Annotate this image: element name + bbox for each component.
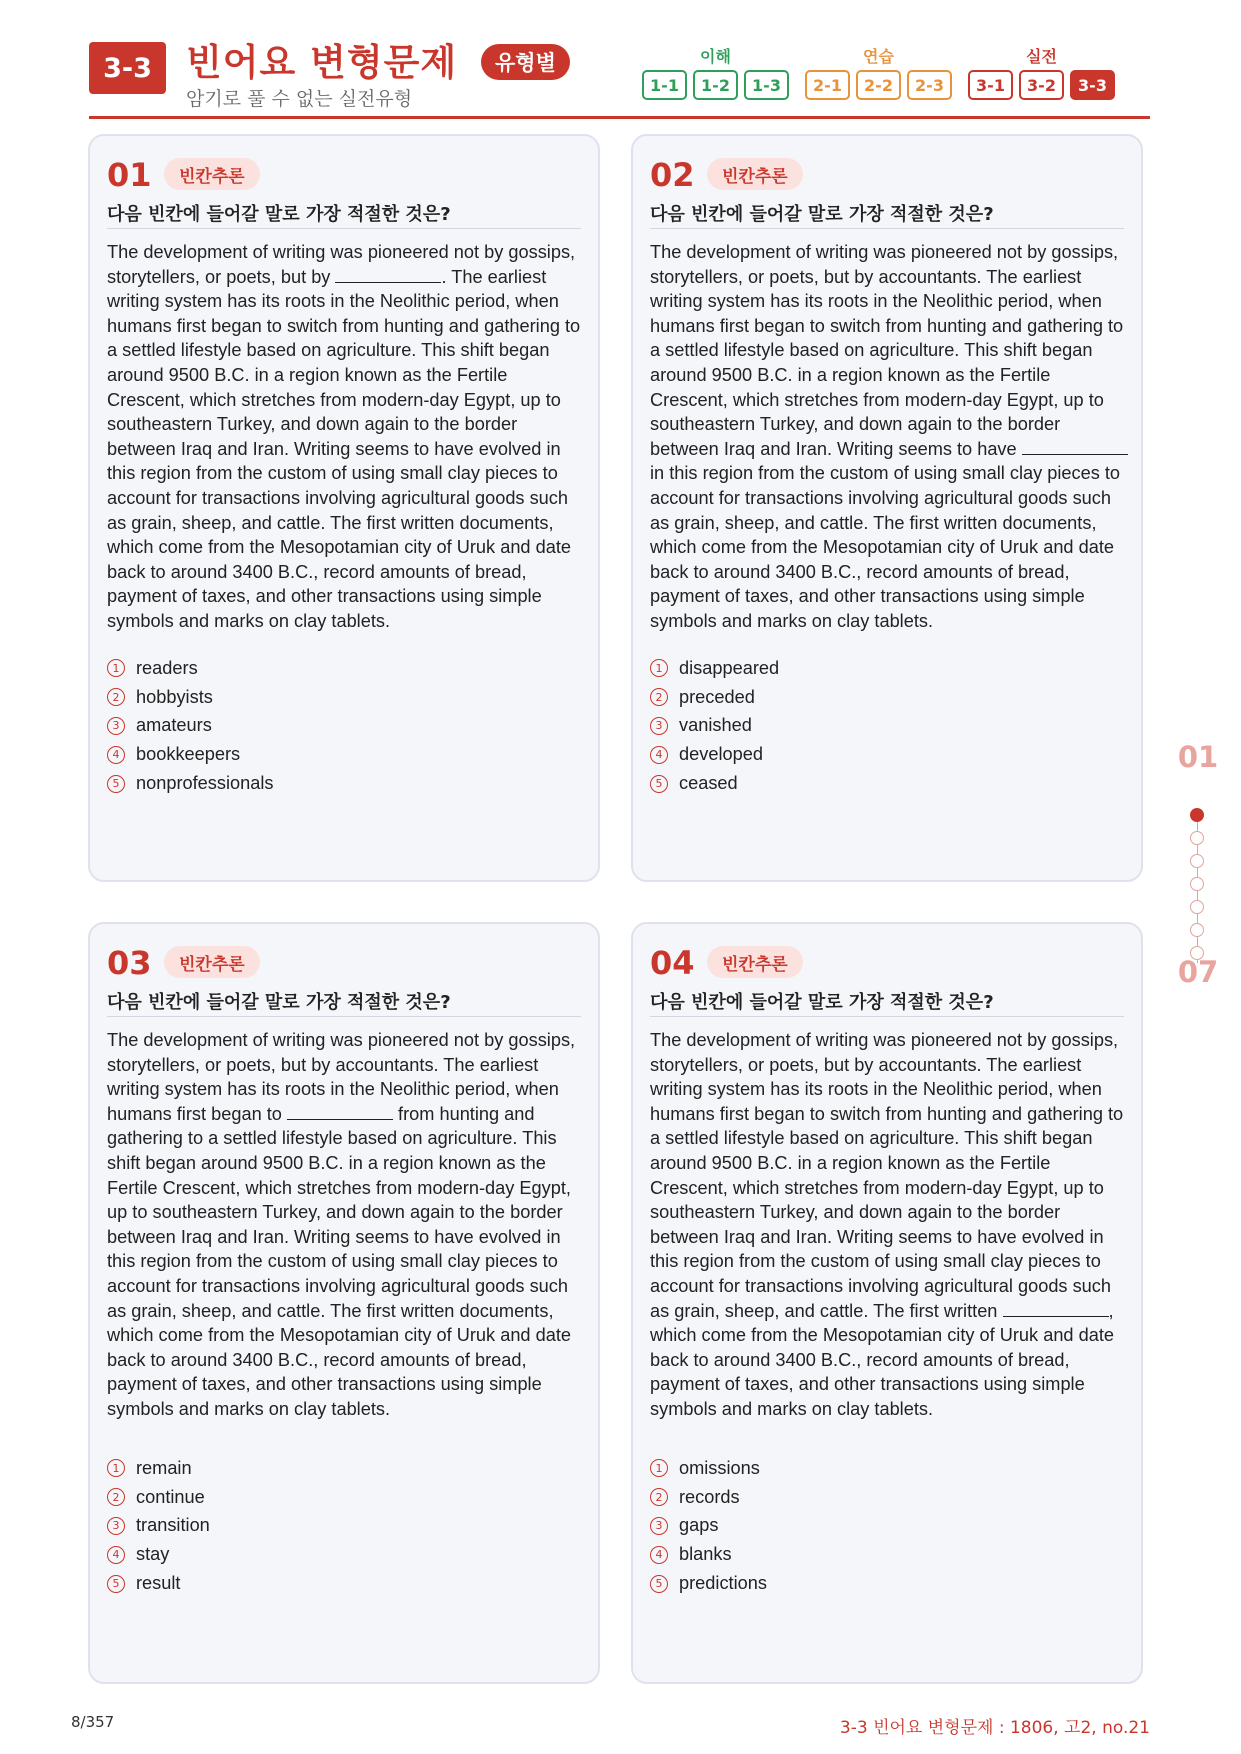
step-group-label: 이해: [700, 47, 731, 66]
option-text: disappeared: [679, 657, 780, 678]
option-text: readers: [136, 657, 198, 678]
question-card-04: [631, 922, 1143, 1684]
option-number-icon: 2: [107, 1488, 125, 1506]
page-subtitle: 암기로 풀 수 없는 실전유형: [186, 88, 413, 110]
answer-option[interactable]: [107, 1540, 577, 1569]
answer-option[interactable]: [107, 769, 577, 798]
answer-option[interactable]: [107, 740, 577, 769]
step-button-2-1[interactable]: 2-1: [805, 70, 850, 100]
option-number-icon: 5: [650, 775, 668, 793]
answer-blank: [287, 1102, 393, 1120]
page-number: 8/357: [71, 1713, 115, 1731]
question-type-tag: 빈칸추론: [164, 158, 260, 190]
progress-dot[interactable]: [1190, 854, 1204, 868]
option-text: hobbyists: [136, 686, 213, 707]
question-passage: [107, 1028, 589, 1422]
option-number-icon: 5: [650, 1575, 668, 1593]
answer-option[interactable]: [107, 712, 577, 741]
answer-option[interactable]: [650, 1569, 1120, 1598]
option-text: result: [136, 1573, 181, 1594]
option-text: transition: [136, 1515, 210, 1536]
option-number-icon: 3: [650, 717, 668, 735]
option-text: blanks: [679, 1544, 732, 1565]
type-badge: 유형별: [481, 44, 570, 80]
page-header: [0, 0, 1241, 130]
option-number-icon: 4: [650, 746, 668, 764]
header-divider: [89, 116, 1150, 119]
option-number-icon: 2: [650, 688, 668, 706]
question-passage: [650, 1028, 1132, 1422]
passage-text-before: The development of writing was pioneered not by gossips, storytellers, or poets, but by accountants. The earliest writing system has its roots in the Neolithic period, when humans first began to switch from hunting and gathering to a settled lifestyle based on agriculture. This shift began around 9500 B.C. in a region known as the Fertile Crescent, which stretches from modern-day Egypt, up to southeastern Turkey, and down again to the border between Iraq and Iran. Writing seems to have: [650, 242, 1124, 459]
answer-option[interactable]: [107, 1483, 577, 1512]
question-number: 03: [107, 944, 152, 982]
answer-blank: [335, 265, 441, 283]
prompt-divider: [107, 228, 581, 229]
source-reference: 3-3 빈어요 변형문제 : 1806, 고2, no.21: [839, 1718, 1150, 1738]
option-number-icon: 2: [650, 1488, 668, 1506]
progress-dot[interactable]: [1190, 808, 1204, 822]
passage-text-before: The development of writing was pioneered not by gossips, storytellers, or poets, but by accountants. The earliest writing system has its roots in the Neolithic period, when humans first began to: [107, 1030, 576, 1124]
answer-option[interactable]: [107, 1454, 577, 1483]
passage-text-after: , which come from the Mesopotamian city of Uruk and date back to around 3400 B.C., record amounts of bread, payment of taxes, and other transactions using simple symbols and marks on clay tablets.: [650, 1300, 1114, 1419]
page-title: 빈어요 변형문제: [186, 41, 458, 84]
question-prompt: 다음 빈칸에 들어갈 말로 가장 적절한 것은?: [107, 992, 451, 1013]
option-number-icon: 1: [107, 1459, 125, 1477]
answer-option[interactable]: [107, 683, 577, 712]
progress-dot[interactable]: [1190, 923, 1204, 937]
option-text: developed: [679, 744, 763, 765]
passage-text-after: in this region from the custom of using small clay pieces to account for transactions involving agricultural goods such as grain, sheep, and cattle. The first written documents, which come from the Mesopotamian city of Uruk and date back to around 3400 B.C., record amounts of bread, payment of taxes, and other transactions using simple symbols and marks on clay tablets.: [650, 463, 1121, 631]
option-number-icon: 4: [107, 1546, 125, 1564]
question-prompt: 다음 빈칸에 들어갈 말로 가장 적절한 것은?: [650, 992, 994, 1013]
answer-option[interactable]: [650, 1512, 1120, 1541]
question-prompt: 다음 빈칸에 들어갈 말로 가장 적절한 것은?: [107, 204, 451, 225]
option-text: records: [679, 1486, 740, 1507]
option-text: omissions: [679, 1457, 760, 1478]
section-badge: 3-3: [89, 42, 166, 94]
answer-option[interactable]: [650, 1454, 1120, 1483]
question-type-tag: 빈칸추론: [707, 946, 803, 978]
question-card-01: [88, 134, 600, 882]
question-card-02: [631, 134, 1143, 882]
passage-text-before: The development of writing was pioneered not by gossips, storytellers, or poets, but by accountants. The earliest writing system has its roots in the Neolithic period, when humans first began to switch from hunting and gathering to a settled lifestyle based on agriculture. This shift began around 9500 B.C. in a region known as the Fertile Crescent, which stretches from modern-day Egypt, up to southeastern Turkey, and down again to the border between Iraq and Iran. Writing seems to have evolved in this region from the custom of using small clay pieces to account for transactions involving agricultural goods such as grain, sheep, and cattle. The first written: [650, 1030, 1124, 1321]
answer-blank: [1022, 437, 1128, 455]
option-number-icon: 3: [650, 1517, 668, 1535]
option-text: remain: [136, 1457, 192, 1478]
answer-option[interactable]: [650, 712, 1120, 741]
side-progress-nav: [1168, 740, 1228, 1000]
question-number: 04: [650, 944, 695, 982]
step-button-1-2[interactable]: 1-2: [693, 70, 738, 100]
option-number-icon: 4: [650, 1546, 668, 1564]
question-type-tag: 빈칸추론: [164, 946, 260, 978]
option-number-icon: 1: [650, 1459, 668, 1477]
answer-option[interactable]: [650, 683, 1120, 712]
prompt-divider: [107, 1016, 581, 1017]
progress-dot[interactable]: [1190, 877, 1204, 891]
option-text: preceded: [679, 686, 755, 707]
passage-text-before: The development of writing was pioneered not by gossips, storytellers, or poets, but by: [107, 242, 576, 287]
prompt-divider: [650, 228, 1124, 229]
step-button-2-2[interactable]: 2-2: [856, 70, 901, 100]
option-text: stay: [136, 1544, 170, 1565]
question-prompt: 다음 빈칸에 들어갈 말로 가장 적절한 것은?: [650, 204, 994, 225]
option-text: continue: [136, 1486, 205, 1507]
answer-option[interactable]: [650, 1540, 1120, 1569]
step-group-label: 연습: [863, 47, 894, 66]
passage-text-after: . The earliest writing system has its roots in the Neolithic period, when humans first began to switch from hunting and gathering to a settled lifestyle based on agriculture. This shift began around 9500 B.C. in a region known as the Fertile Crescent, which stretches from modern-day Egypt, up to southeastern Turkey, and down again to the border between Iraq and Iran. Writing seems to have evolved in this region from the custom of using small clay pieces to account for transactions involving agricultural goods such as grain, sheep, and cattle. The first written documents, which come from the Mesopotamian city of Uruk and date back to around 3400 B.C., record amounts of bread, payment of taxes, and other transactions using simple symbols and marks on clay tablets.: [107, 266, 581, 631]
answer-options: [107, 1454, 577, 1598]
prompt-divider: [650, 1016, 1124, 1017]
option-number-icon: 4: [107, 746, 125, 764]
option-number-icon: 1: [650, 659, 668, 677]
question-card-03: [88, 922, 600, 1684]
option-number-icon: 3: [107, 717, 125, 735]
step-button-1-1[interactable]: 1-1: [642, 70, 687, 100]
answer-option[interactable]: [107, 654, 577, 683]
option-text: bookkeepers: [136, 744, 241, 765]
answer-option[interactable]: [107, 1569, 577, 1598]
answer-option[interactable]: [650, 1483, 1120, 1512]
question-number: 01: [107, 156, 152, 194]
option-text: amateurs: [136, 715, 212, 736]
progress-dot[interactable]: [1190, 900, 1204, 914]
option-text: vanished: [679, 715, 752, 736]
answer-options: [650, 654, 1120, 798]
step-button-3-1[interactable]: 3-1: [968, 70, 1013, 100]
option-text: nonprofessionals: [136, 773, 274, 794]
question-type-tag: 빈칸추론: [707, 158, 803, 190]
answer-option[interactable]: [107, 1512, 577, 1541]
question-passage: [107, 240, 589, 634]
answer-option[interactable]: [650, 769, 1120, 798]
progress-end-label: 07: [1177, 955, 1219, 989]
answer-blank: [1003, 1299, 1109, 1317]
option-number-icon: 3: [107, 1517, 125, 1535]
option-text: predictions: [679, 1573, 767, 1594]
answer-options: [650, 1454, 1120, 1598]
step-button-3-2[interactable]: 3-2: [1019, 70, 1064, 100]
option-number-icon: 2: [107, 688, 125, 706]
step-group-label: 실전: [1026, 47, 1057, 66]
step-button-3-3[interactable]: 3-3: [1070, 70, 1115, 100]
step-button-1-3[interactable]: 1-3: [744, 70, 789, 100]
question-number: 02: [650, 156, 695, 194]
passage-text-after: from hunting and gathering to a settled lifestyle based on agriculture. This shift began around 9500 B.C. in a region known as the Fertile Crescent, which stretches from modern-day Egypt, up to southeastern Turkey, and down again to the border between Iraq and Iran. Writing seems to have evolved in this region from the custom of using small clay pieces to account for transactions involving agricultural goods such as grain, sheep, and cattle. The first written documents, which come from the Mesopotamian city of Uruk and date back to around 3400 B.C., record amounts of bread, payment of taxes, and other transactions using simple symbols and marks on clay tablets.: [107, 1103, 571, 1419]
progress-dot[interactable]: [1190, 831, 1204, 845]
question-passage: [650, 240, 1132, 634]
option-text: gaps: [679, 1515, 719, 1536]
step-button-2-3[interactable]: 2-3: [907, 70, 952, 100]
option-number-icon: 5: [107, 775, 125, 793]
option-number-icon: 1: [107, 659, 125, 677]
answer-option[interactable]: [650, 740, 1120, 769]
progress-start-label: 01: [1177, 740, 1219, 774]
answer-option[interactable]: [650, 654, 1120, 683]
option-number-icon: 5: [107, 1575, 125, 1593]
option-text: ceased: [679, 773, 738, 794]
answer-options: [107, 654, 577, 798]
